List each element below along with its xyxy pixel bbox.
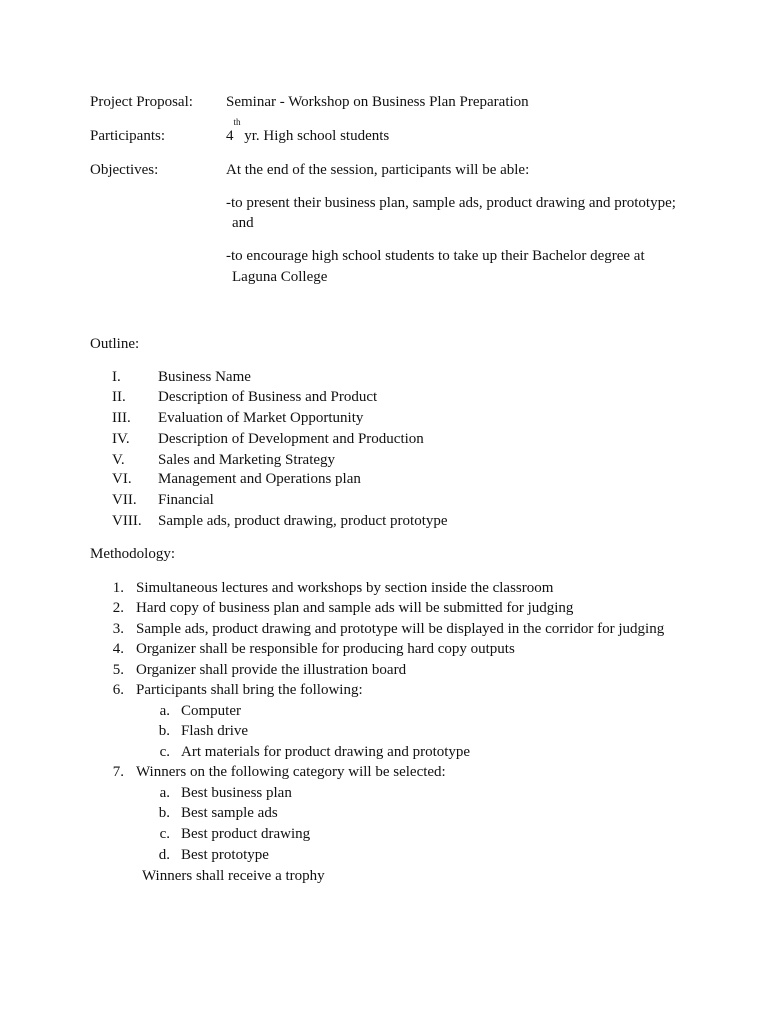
closing-note: Winners shall receive a trophy [142,868,325,884]
outline-item-text: Sales and Marketing Strategy [158,452,336,468]
outline-heading: Outline: [90,336,140,352]
bring-item-text: Art materials for product drawing and prototype [181,744,471,760]
objectives-label: Objectives: [90,162,159,178]
outline-item-text: Description of Development and Production [158,431,424,447]
outline-item-number: III. [112,410,131,426]
methodology-item-number: 2. [112,600,124,616]
category-item-text: Best business plan [181,785,292,801]
objective-2-line-1: -to encourage high school students to take up their Bachelor degree at [226,248,645,264]
bring-item-letter: c. [159,744,170,760]
category-item-letter: b. [158,805,170,821]
outline-item-number: II. [112,389,126,405]
outline-item-number: VIII. [112,513,142,529]
proposal-label: Project Proposal: [90,94,193,110]
proposal-value: Seminar - Workshop on Business Plan Preparation [226,94,529,110]
objective-1-line-2: and [232,215,254,231]
methodology-item-text: Hard copy of business plan and sample ads will be submitted for judging [136,600,574,616]
methodology-item-number: 3. [112,621,124,637]
participants-description: yr. High school students [240,128,390,144]
bring-item-letter: b. [158,723,170,739]
outline-item-number: V. [112,452,125,468]
outline-item-text: Description of Business and Product [158,389,378,405]
methodology-heading: Methodology: [90,546,175,562]
outline-item-number: VI. [112,471,132,487]
methodology-item-text: Participants shall bring the following: [136,682,363,698]
methodology-item-text: Organizer shall be responsible for producing hard copy outputs [136,641,515,657]
category-item-text: Best prototype [181,847,269,863]
objective-1-line-1: -to present their business plan, sample ads, product drawing and prototype; [226,195,676,211]
outline-item-number: VII. [112,492,137,508]
objectives-intro: At the end of the session, participants will be able: [226,162,530,178]
methodology-item-number: 7. [112,764,124,780]
participants-grade-suffix: th [233,117,241,127]
methodology-item-text: Sample ads, product drawing and prototype will be displayed in the corridor for judging [136,621,665,637]
outline-item-text: Evaluation of Market Opportunity [158,410,364,426]
outline-item-text: Business Name [158,369,251,385]
methodology-item-number: 5. [112,662,124,678]
participants-grade: 4 [226,128,234,144]
category-item-letter: c. [159,826,170,842]
bring-item-text: Flash drive [181,723,249,739]
participants-value [226,117,390,146]
category-item-text: Best sample ads [181,805,278,821]
methodology-item-text: Simultaneous lectures and workshops by section inside the classroom [136,580,554,596]
outline-item-text: Financial [158,492,214,508]
outline-item-text: Management and Operations plan [158,471,361,487]
outline-item-text: Sample ads, product drawing, product prototype [158,513,448,529]
participants-label: Participants: [90,128,165,144]
methodology-item-text: Winners on the following category will be selected: [136,764,446,780]
outline-item-number: I. [112,369,121,385]
category-item-letter: a. [159,785,170,801]
bring-item-letter: a. [159,703,170,719]
objective-2-line-2: Laguna College [232,269,328,285]
methodology-item-text: Organizer shall provide the illustration board [136,662,407,678]
category-item-letter: d. [158,847,170,863]
methodology-item-number: 6. [112,682,124,698]
bring-item-text: Computer [181,703,241,719]
category-item-text: Best product drawing [181,826,311,842]
methodology-item-number: 1. [112,580,124,596]
outline-item-number: IV. [112,431,130,447]
methodology-item-number: 4. [112,641,124,657]
